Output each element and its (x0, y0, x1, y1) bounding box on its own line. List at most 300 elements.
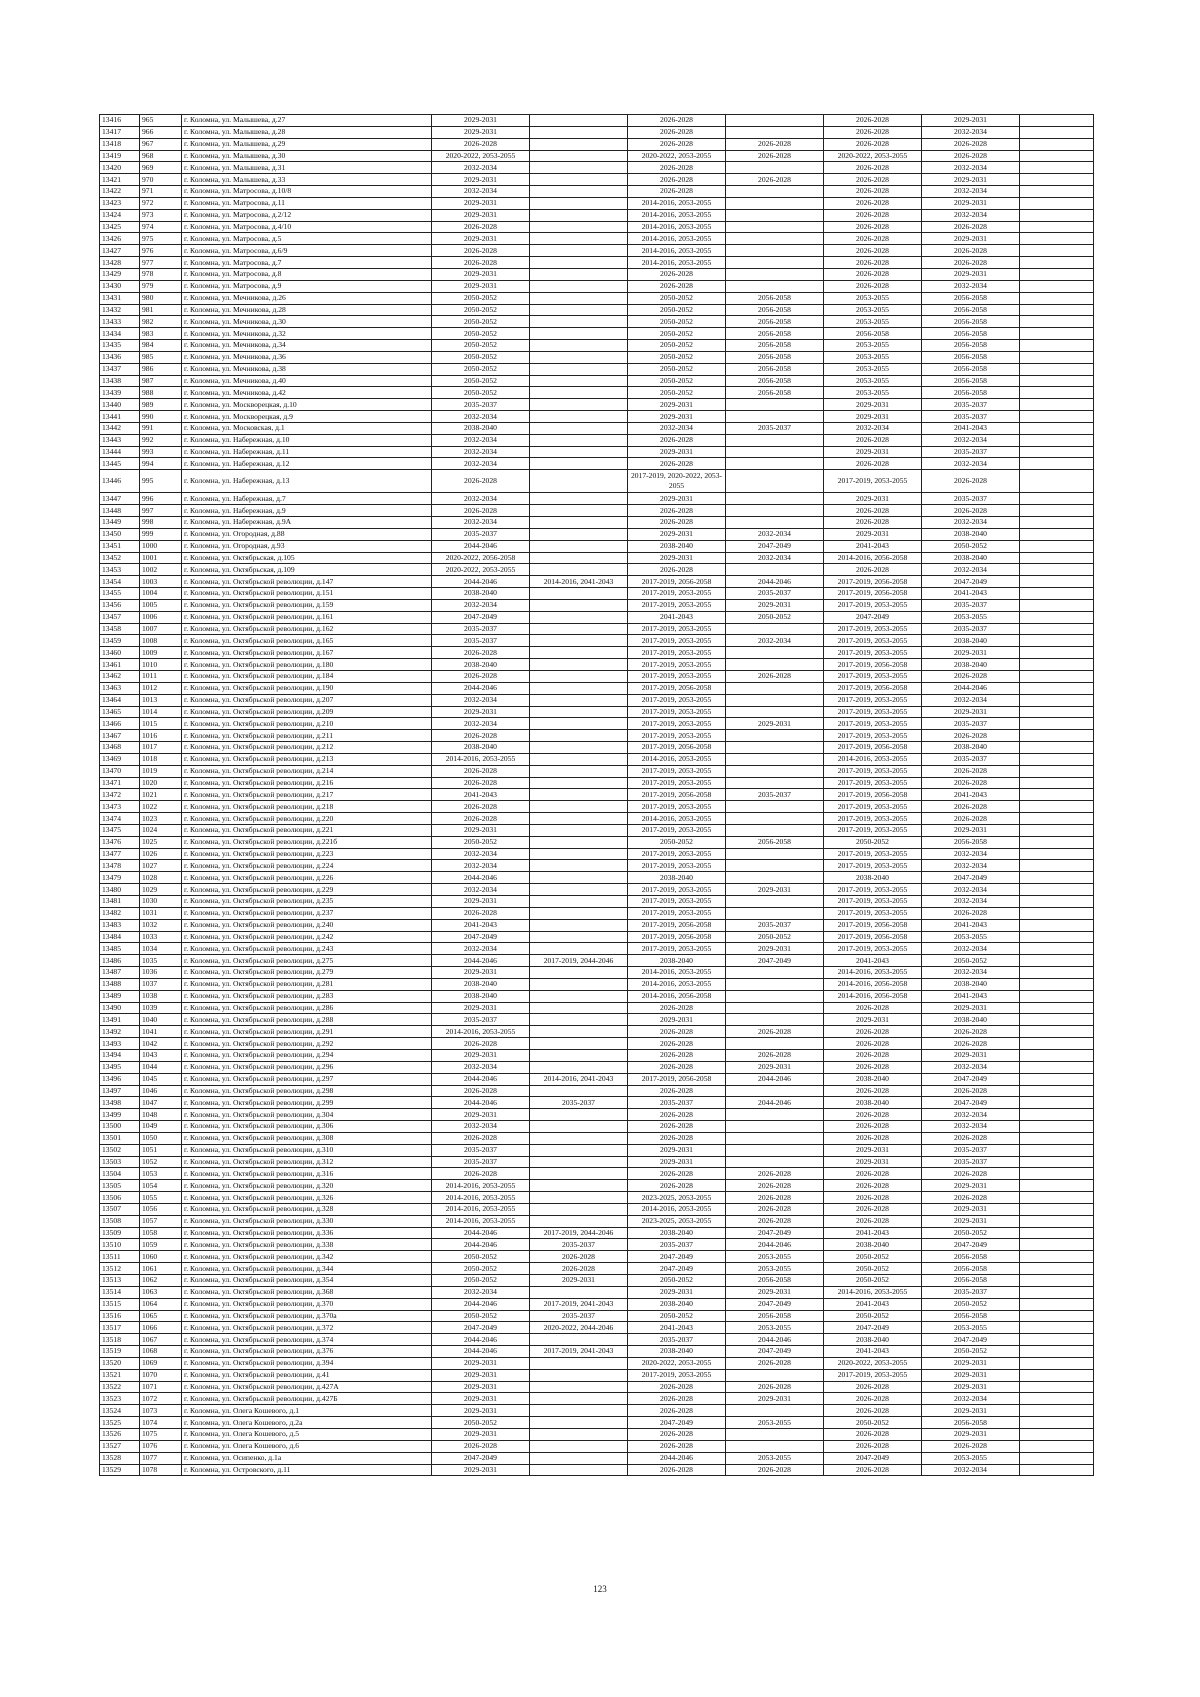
period-cell (530, 411, 628, 423)
house-id-cell: 1078 (140, 1464, 182, 1476)
address-cell: г. Коломна, ул. Малышева, д.27 (182, 115, 432, 127)
period-cell: 2032-2034 (922, 1109, 1020, 1121)
period-cell (726, 694, 824, 706)
address-cell: г. Коломна, ул. Мечникова, д.38 (182, 363, 432, 375)
period-cell (530, 1452, 628, 1464)
table-row (100, 528, 1094, 540)
period-cell (726, 1121, 824, 1133)
row-number-cell: 13467 (100, 730, 140, 742)
house-id-cell: 1059 (140, 1239, 182, 1251)
period-cell: 2017-2019, 2053-2055 (824, 777, 922, 789)
period-cell: 2026-2028 (824, 1393, 922, 1405)
period-cell: 2050-2052 (432, 292, 530, 304)
table-row (100, 1298, 1094, 1310)
address-cell: г. Коломна, ул. Набережная, д.13 (182, 470, 432, 493)
period-cell: 2038-2040 (824, 1239, 922, 1251)
period-cell (1020, 1440, 1094, 1452)
period-cell: 2050-2052 (628, 340, 726, 352)
table-row (100, 197, 1094, 209)
period-cell: 2032-2034 (432, 599, 530, 611)
period-cell: 2026-2028 (628, 1002, 726, 1014)
period-cell: 2017-2019, 2053-2055 (628, 599, 726, 611)
address-cell: г. Коломна, ул. Октябрьской революции, д.288 (182, 1014, 432, 1026)
period-cell: 2035-2037 (922, 411, 1020, 423)
row-number-cell: 13490 (100, 1002, 140, 1014)
row-number-cell: 13454 (100, 576, 140, 588)
period-cell: 2038-2040 (432, 659, 530, 671)
house-id-cell: 1003 (140, 576, 182, 588)
address-cell: г. Коломна, ул. Октябрьской революции, д.342 (182, 1251, 432, 1263)
period-cell: 2038-2040 (922, 742, 1020, 754)
period-cell (726, 517, 824, 529)
address-cell: г. Коломна, ул. Октябрьской революции, д.221б (182, 836, 432, 848)
period-cell: 2017-2019, 2053-2055 (628, 860, 726, 872)
table-row (100, 919, 1094, 931)
period-cell: 2050-2052 (922, 1227, 1020, 1239)
row-number-cell: 13524 (100, 1405, 140, 1417)
period-cell: 2014-2016, 2053-2055 (628, 978, 726, 990)
period-cell: 2032-2034 (432, 848, 530, 860)
period-cell: 2026-2028 (824, 268, 922, 280)
period-cell: 2050-2052 (628, 1310, 726, 1322)
row-number-cell: 13465 (100, 706, 140, 718)
period-cell: 2017-2019, 2053-2055 (824, 943, 922, 955)
period-cell (530, 446, 628, 458)
period-cell (726, 1002, 824, 1014)
period-cell: 2026-2028 (432, 1085, 530, 1097)
house-id-cell: 1009 (140, 647, 182, 659)
row-number-cell: 13476 (100, 836, 140, 848)
period-cell: 2050-2052 (628, 328, 726, 340)
period-cell: 2026-2028 (628, 1428, 726, 1440)
period-cell: 2026-2028 (922, 1038, 1020, 1050)
period-cell: 2041-2043 (824, 1346, 922, 1358)
row-number-cell: 13421 (100, 174, 140, 186)
period-cell: 2026-2028 (628, 1085, 726, 1097)
period-cell: 2053-2055 (824, 340, 922, 352)
house-id-cell: 987 (140, 375, 182, 387)
row-number-cell: 13489 (100, 990, 140, 1002)
period-cell: 2026-2028 (922, 907, 1020, 919)
period-cell: 2050-2052 (432, 836, 530, 848)
period-cell (1020, 564, 1094, 576)
period-cell: 2026-2028 (432, 257, 530, 269)
period-cell: 2026-2028 (726, 1192, 824, 1204)
period-cell: 2026-2028 (628, 1381, 726, 1393)
period-cell (530, 316, 628, 328)
table-row (100, 943, 1094, 955)
period-cell: 2017-2019, 2053-2055 (824, 470, 922, 493)
row-number-cell: 13427 (100, 245, 140, 257)
house-id-cell: 968 (140, 150, 182, 162)
period-cell: 2044-2046 (432, 1334, 530, 1346)
house-id-cell: 1046 (140, 1085, 182, 1097)
period-cell: 2017-2019, 2053-2055 (824, 623, 922, 635)
period-cell: 2056-2058 (922, 328, 1020, 340)
period-cell (530, 245, 628, 257)
house-id-cell: 1038 (140, 990, 182, 1002)
table-row (100, 1038, 1094, 1050)
period-cell: 2029-2031 (824, 493, 922, 505)
address-cell: г. Коломна, ул. Октябрьской революции, д.207 (182, 694, 432, 706)
period-cell: 2014-2016, 2053-2055 (628, 245, 726, 257)
period-cell: 2035-2037 (432, 528, 530, 540)
period-cell: 2029-2031 (628, 1144, 726, 1156)
period-cell: 2035-2037 (530, 1239, 628, 1251)
period-cell: 2029-2031 (922, 1369, 1020, 1381)
period-cell (530, 1286, 628, 1298)
period-cell: 2029-2031 (432, 1109, 530, 1121)
house-id-cell: 972 (140, 197, 182, 209)
period-cell: 2035-2037 (628, 1097, 726, 1109)
period-cell: 2056-2058 (922, 387, 1020, 399)
period-cell (726, 1132, 824, 1144)
period-cell: 2041-2043 (922, 789, 1020, 801)
row-number-cell: 13518 (100, 1334, 140, 1346)
period-cell (1020, 268, 1094, 280)
address-cell: г. Коломна, ул. Мечникова, д.26 (182, 292, 432, 304)
period-cell: 2020-2022, 2053-2055 (824, 1357, 922, 1369)
address-cell: г. Коломна, ул. Октябрьской революции, д.210 (182, 718, 432, 730)
period-cell: 2026-2028 (922, 138, 1020, 150)
period-cell: 2026-2028 (824, 1085, 922, 1097)
period-cell (530, 765, 628, 777)
period-cell: 2032-2034 (432, 186, 530, 198)
row-number-cell: 13469 (100, 753, 140, 765)
period-cell: 2050-2052 (922, 1298, 1020, 1310)
row-number-cell: 13494 (100, 1049, 140, 1061)
address-cell: г. Коломна, ул. Октябрьской революции, д.372 (182, 1322, 432, 1334)
table-row (100, 1085, 1094, 1097)
table-row (100, 1322, 1094, 1334)
period-cell: 2050-2052 (432, 328, 530, 340)
period-cell (1020, 328, 1094, 340)
period-cell: 2050-2052 (922, 1346, 1020, 1358)
address-cell: г. Коломна, ул. Мечникова, д.28 (182, 304, 432, 316)
table-row (100, 1061, 1094, 1073)
period-cell: 2053-2055 (824, 387, 922, 399)
period-cell: 2029-2031 (922, 1180, 1020, 1192)
period-cell: 2014-2016, 2053-2055 (432, 1026, 530, 1038)
period-cell (1020, 742, 1094, 754)
period-cell (530, 884, 628, 896)
period-cell: 2026-2028 (824, 186, 922, 198)
row-number-cell: 13500 (100, 1121, 140, 1133)
period-cell: 2026-2028 (824, 1168, 922, 1180)
period-cell: 2053-2055 (922, 1322, 1020, 1334)
period-cell: 2047-2049 (824, 1322, 922, 1334)
table-row (100, 351, 1094, 363)
house-id-cell: 991 (140, 422, 182, 434)
period-cell: 2017-2019, 2056-2058 (824, 576, 922, 588)
address-cell: г. Коломна, ул. Мечникова, д.40 (182, 375, 432, 387)
table-row (100, 1192, 1094, 1204)
period-cell (1020, 635, 1094, 647)
period-cell: 2053-2055 (922, 931, 1020, 943)
address-cell: г. Коломна, ул. Октябрьской революции, д.243 (182, 943, 432, 955)
period-cell: 2053-2055 (824, 363, 922, 375)
period-cell: 2032-2034 (922, 434, 1020, 446)
period-cell (1020, 1334, 1094, 1346)
period-cell: 2044-2046 (432, 1346, 530, 1358)
address-cell: г. Коломна, ул. Октябрьской революции, д.180 (182, 659, 432, 671)
period-cell: 2053-2055 (726, 1251, 824, 1263)
house-id-cell: 1045 (140, 1073, 182, 1085)
period-cell (726, 268, 824, 280)
period-cell: 2050-2052 (628, 351, 726, 363)
period-cell: 2029-2031 (432, 115, 530, 127)
row-number-cell: 13523 (100, 1393, 140, 1405)
period-cell (726, 1144, 824, 1156)
address-cell: г. Коломна, ул. Малышева, д.28 (182, 126, 432, 138)
table-row (100, 1275, 1094, 1287)
table-row (100, 682, 1094, 694)
period-cell (1020, 1381, 1094, 1393)
period-cell (1020, 1121, 1094, 1133)
house-id-cell: 1025 (140, 836, 182, 848)
period-cell (1020, 623, 1094, 635)
address-cell: г. Коломна, ул. Московская, д.1 (182, 422, 432, 434)
period-cell: 2029-2031 (432, 1393, 530, 1405)
period-cell (1020, 611, 1094, 623)
row-number-cell: 13505 (100, 1180, 140, 1192)
period-cell (530, 422, 628, 434)
period-cell: 2056-2058 (824, 328, 922, 340)
table-row (100, 967, 1094, 979)
row-number-cell: 13441 (100, 411, 140, 423)
period-cell: 2056-2058 (922, 1263, 1020, 1275)
period-cell: 2026-2028 (824, 209, 922, 221)
row-number-cell: 13435 (100, 340, 140, 352)
period-cell: 2032-2034 (432, 884, 530, 896)
period-cell: 2032-2034 (922, 186, 1020, 198)
period-cell (1020, 1310, 1094, 1322)
house-id-cell: 988 (140, 387, 182, 399)
period-cell: 2017-2019, 2053-2055 (824, 801, 922, 813)
period-cell: 2047-2049 (726, 540, 824, 552)
period-cell: 2026-2028 (628, 1405, 726, 1417)
address-cell: г. Коломна, ул. Октябрьской революции, д.242 (182, 931, 432, 943)
house-id-cell: 1030 (140, 896, 182, 908)
address-cell: г. Коломна, ул. Октябрьской революции, д.162 (182, 623, 432, 635)
period-cell: 2050-2052 (628, 363, 726, 375)
period-cell: 2029-2031 (726, 1393, 824, 1405)
period-cell: 2026-2028 (628, 1121, 726, 1133)
period-cell: 2056-2058 (726, 1275, 824, 1287)
period-cell: 2026-2028 (726, 1381, 824, 1393)
period-cell: 2017-2019, 2053-2055 (824, 848, 922, 860)
period-cell: 2032-2034 (922, 162, 1020, 174)
row-number-cell: 13450 (100, 528, 140, 540)
period-cell: 2035-2037 (922, 493, 1020, 505)
address-cell: г. Коломна, ул. Октябрьской революции, д.326 (182, 1192, 432, 1204)
period-cell: 2017-2019, 2053-2055 (628, 718, 726, 730)
period-cell (530, 1038, 628, 1050)
period-cell (726, 824, 824, 836)
address-cell: г. Коломна, ул. Мечникова, д.30 (182, 316, 432, 328)
address-cell: г. Коломна, ул. Октябрьской революции, д.376 (182, 1346, 432, 1358)
row-number-cell: 13493 (100, 1038, 140, 1050)
period-cell (1020, 753, 1094, 765)
period-cell (530, 1132, 628, 1144)
period-cell (530, 1002, 628, 1014)
table-row (100, 1168, 1094, 1180)
address-cell: г. Коломна, ул. Октябрьской революции, д.167 (182, 647, 432, 659)
period-cell (726, 434, 824, 446)
house-id-cell: 1014 (140, 706, 182, 718)
house-id-cell: 1010 (140, 659, 182, 671)
period-cell (530, 611, 628, 623)
period-cell: 2017-2019, 2053-2055 (824, 599, 922, 611)
period-cell (726, 967, 824, 979)
house-id-cell: 984 (140, 340, 182, 352)
period-cell (726, 1440, 824, 1452)
period-cell: 2026-2028 (726, 670, 824, 682)
period-cell: 2017-2019, 2053-2055 (628, 907, 726, 919)
period-cell: 2041-2043 (824, 1298, 922, 1310)
period-cell (1020, 978, 1094, 990)
period-cell: 2056-2058 (922, 292, 1020, 304)
period-cell: 2032-2034 (432, 943, 530, 955)
period-cell: 2050-2052 (432, 1417, 530, 1429)
period-cell (1020, 955, 1094, 967)
period-cell (1020, 1132, 1094, 1144)
house-id-cell: 969 (140, 162, 182, 174)
period-cell: 2014-2016, 2053-2055 (432, 1180, 530, 1192)
table-row (100, 280, 1094, 292)
table-row (100, 422, 1094, 434)
row-number-cell: 13474 (100, 813, 140, 825)
repair-schedule-table (99, 114, 1094, 1476)
period-cell (530, 659, 628, 671)
period-cell: 2017-2019, 2056-2058 (628, 919, 726, 931)
period-cell: 2050-2052 (726, 611, 824, 623)
row-number-cell: 13492 (100, 1026, 140, 1038)
row-number-cell: 13459 (100, 635, 140, 647)
period-cell (530, 268, 628, 280)
period-cell (530, 564, 628, 576)
period-cell: 2038-2040 (922, 659, 1020, 671)
period-cell (1020, 682, 1094, 694)
period-cell (530, 670, 628, 682)
period-cell (726, 623, 824, 635)
table-row (100, 896, 1094, 908)
period-cell (530, 1168, 628, 1180)
address-cell: г. Коломна, ул. Олега Кошевого, д.5 (182, 1428, 432, 1440)
period-cell: 2017-2019, 2041-2043 (530, 1346, 628, 1358)
period-cell: 2026-2028 (628, 268, 726, 280)
period-cell: 2044-2046 (432, 1097, 530, 1109)
address-cell: г. Коломна, ул. Осипенко, д.1а (182, 1452, 432, 1464)
period-cell (530, 434, 628, 446)
period-cell: 2050-2052 (824, 1275, 922, 1287)
house-id-cell: 1058 (140, 1227, 182, 1239)
table-row (100, 1097, 1094, 1109)
address-cell: г. Коломна, ул. Октябрьской революции, д.394 (182, 1357, 432, 1369)
period-cell (726, 765, 824, 777)
period-cell (1020, 659, 1094, 671)
period-cell: 2026-2028 (922, 150, 1020, 162)
table-row (100, 824, 1094, 836)
table-row (100, 813, 1094, 825)
row-number-cell: 13502 (100, 1144, 140, 1156)
period-cell: 2056-2058 (922, 1251, 1020, 1263)
table-row (100, 955, 1094, 967)
period-cell: 2056-2058 (726, 328, 824, 340)
period-cell (1020, 967, 1094, 979)
row-number-cell: 13460 (100, 647, 140, 659)
period-cell: 2056-2058 (726, 316, 824, 328)
period-cell (1020, 1369, 1094, 1381)
table-row (100, 801, 1094, 813)
house-id-cell: 1074 (140, 1417, 182, 1429)
period-cell: 2017-2019, 2053-2055 (824, 635, 922, 647)
period-cell: 2056-2058 (922, 340, 1020, 352)
period-cell (726, 848, 824, 860)
period-cell (726, 115, 824, 127)
period-cell (530, 789, 628, 801)
period-cell: 2026-2028 (726, 1464, 824, 1476)
row-number-cell: 13453 (100, 564, 140, 576)
period-cell (726, 458, 824, 470)
row-number-cell: 13424 (100, 209, 140, 221)
period-cell (1020, 399, 1094, 411)
house-id-cell: 1070 (140, 1369, 182, 1381)
period-cell: 2026-2028 (432, 1132, 530, 1144)
table-row (100, 257, 1094, 269)
period-cell: 2029-2031 (432, 126, 530, 138)
period-cell: 2050-2052 (824, 1310, 922, 1322)
period-cell (530, 1085, 628, 1097)
row-number-cell: 13528 (100, 1452, 140, 1464)
period-cell: 2026-2028 (824, 1381, 922, 1393)
row-number-cell: 13504 (100, 1168, 140, 1180)
table-row (100, 599, 1094, 611)
period-cell: 2029-2031 (726, 718, 824, 730)
period-cell: 2056-2058 (726, 836, 824, 848)
period-cell (1020, 789, 1094, 801)
period-cell (530, 1026, 628, 1038)
table-row (100, 1014, 1094, 1026)
period-cell (726, 978, 824, 990)
period-cell (530, 1381, 628, 1393)
row-number-cell: 13526 (100, 1428, 140, 1440)
house-id-cell: 1019 (140, 765, 182, 777)
row-number-cell: 13420 (100, 162, 140, 174)
period-cell: 2026-2028 (432, 670, 530, 682)
period-cell: 2020-2022, 2053-2055 (432, 564, 530, 576)
period-cell: 2032-2034 (432, 517, 530, 529)
period-cell: 2014-2016, 2056-2058 (824, 990, 922, 1002)
address-cell: г. Коломна, ул. Октябрьской революции, д.151 (182, 588, 432, 600)
period-cell: 2032-2034 (922, 126, 1020, 138)
period-cell: 2044-2046 (432, 1298, 530, 1310)
row-number-cell: 13506 (100, 1192, 140, 1204)
period-cell: 2026-2028 (824, 1440, 922, 1452)
period-cell: 2035-2037 (432, 623, 530, 635)
period-cell: 2026-2028 (824, 233, 922, 245)
period-cell: 2044-2046 (432, 955, 530, 967)
period-cell: 2029-2031 (824, 528, 922, 540)
address-cell: г. Коломна, ул. Октябрьская, д.109 (182, 564, 432, 576)
period-cell: 2044-2046 (432, 576, 530, 588)
period-cell: 2032-2034 (922, 896, 1020, 908)
period-cell: 2026-2028 (726, 1026, 824, 1038)
period-cell (726, 1428, 824, 1440)
period-cell: 2035-2037 (530, 1310, 628, 1322)
period-cell (726, 411, 824, 423)
period-cell (530, 1417, 628, 1429)
